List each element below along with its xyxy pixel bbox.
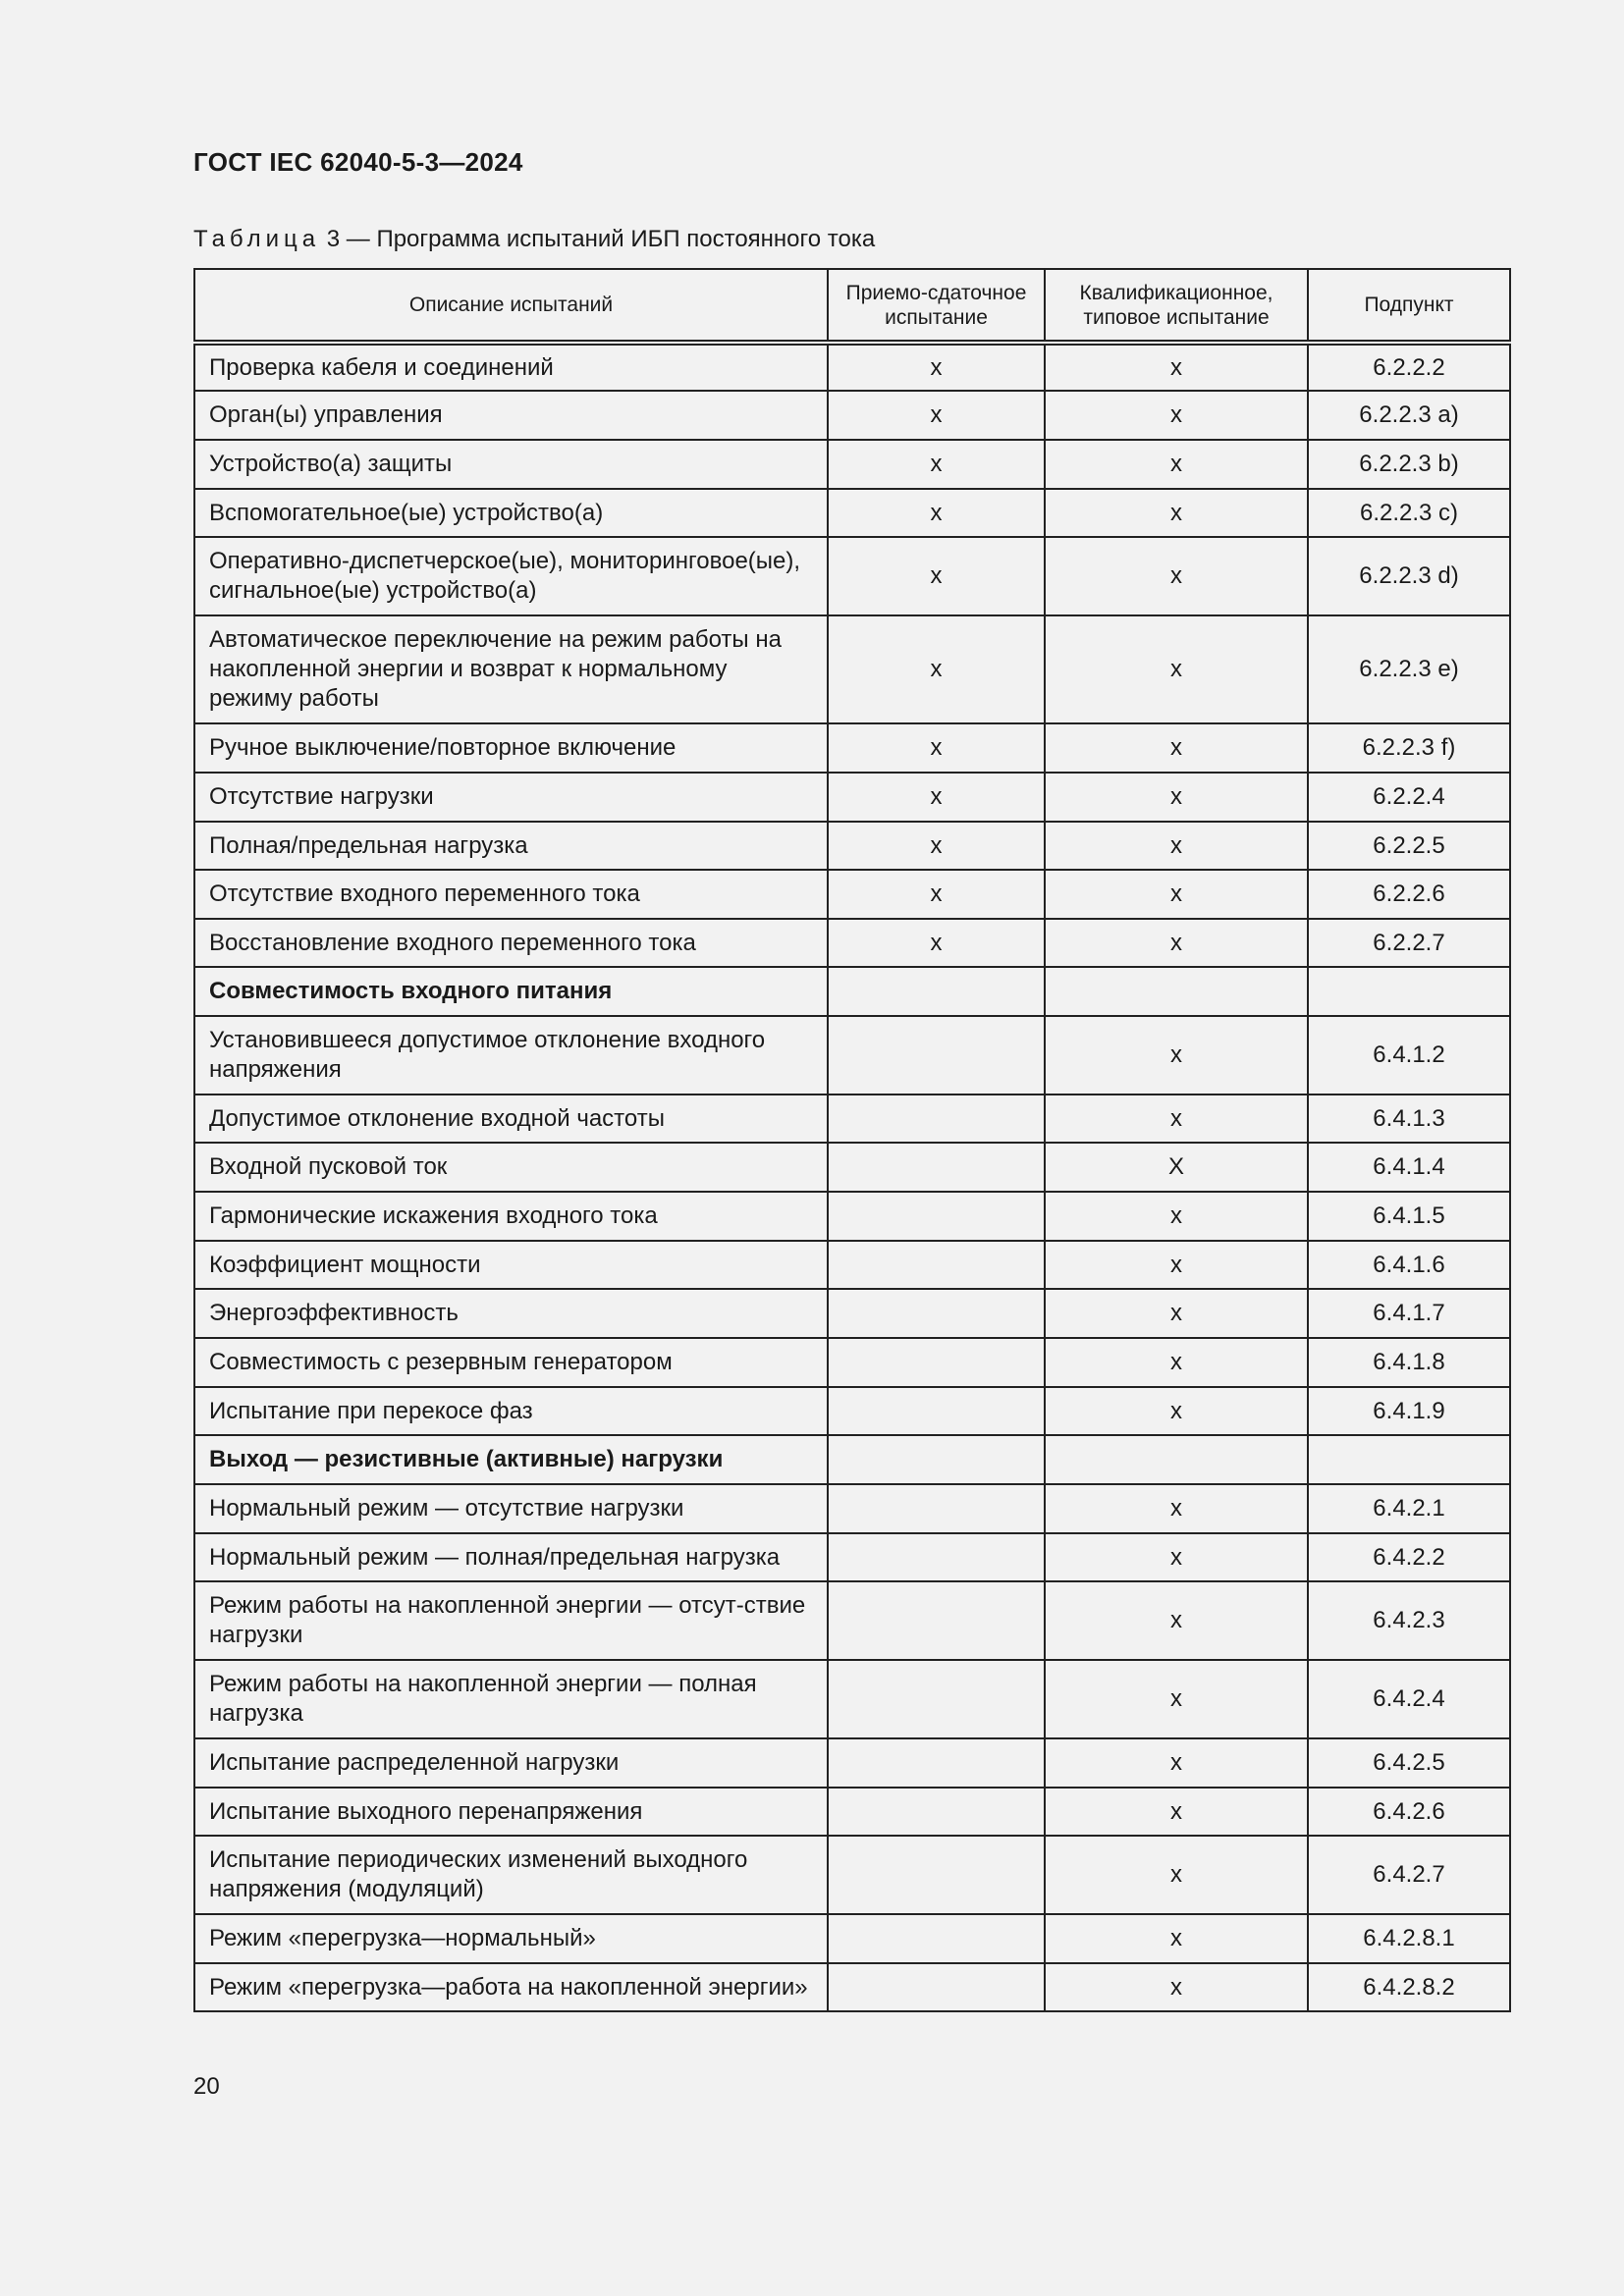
- table-row: [194, 1836, 1510, 1914]
- table-row: [194, 1581, 1510, 1660]
- table-row: [194, 1914, 1510, 1963]
- subclause-reference: 6.2.2.4: [1308, 773, 1510, 822]
- qualification-test-mark: x: [1045, 391, 1308, 440]
- table-row: [194, 489, 1510, 537]
- acceptance-test-mark: [828, 1836, 1045, 1914]
- test-description-cell: Гармонические искажения входного тока: [194, 1192, 828, 1241]
- acceptance-test-mark: x: [828, 615, 1045, 723]
- subclause-reference: 6.2.2.5: [1308, 822, 1510, 870]
- subclause-reference: 6.4.2.5: [1308, 1738, 1510, 1788]
- qualification-test-mark: [1045, 1435, 1308, 1484]
- qualification-test-mark: x: [1045, 1788, 1308, 1836]
- qualification-test-mark: x: [1045, 440, 1308, 489]
- subclause-reference: 6.4.2.3: [1308, 1581, 1510, 1660]
- table-row: [194, 919, 1510, 967]
- qualification-test-mark: x: [1045, 1387, 1308, 1435]
- table-row: [194, 1016, 1510, 1095]
- acceptance-test-mark: [828, 1484, 1045, 1533]
- table-row: [194, 1387, 1510, 1435]
- test-description-cell: Ручное выключение/повторное включение: [194, 723, 828, 773]
- test-description-cell: Полная/предельная нагрузка: [194, 822, 828, 870]
- acceptance-test-mark: x: [828, 870, 1045, 919]
- qualification-test-mark: x: [1045, 1963, 1308, 2011]
- qualification-test-mark: x: [1045, 1289, 1308, 1338]
- qualification-test-mark: x: [1045, 1533, 1308, 1581]
- qualification-test-mark: x: [1045, 1581, 1308, 1660]
- test-description-cell: Восстановление входного переменного тока: [194, 919, 828, 967]
- test-description-cell: Отсутствие входного переменного тока: [194, 870, 828, 919]
- subclause-reference: 6.4.1.9: [1308, 1387, 1510, 1435]
- acceptance-test-mark: x: [828, 773, 1045, 822]
- test-description-cell: Режим работы на накопленной энергии — отсут-ствие нагрузки: [194, 1581, 828, 1660]
- acceptance-test-mark: [828, 1095, 1045, 1143]
- test-description-cell: Режим работы на накопленной энергии — полная нагрузка: [194, 1660, 828, 1738]
- acceptance-test-mark: [828, 1435, 1045, 1484]
- page-number: 20: [193, 2073, 220, 2100]
- qualification-test-mark: x: [1045, 1738, 1308, 1788]
- subclause-reference: 6.2.2.3 d): [1308, 537, 1510, 615]
- table-row: [194, 537, 1510, 615]
- subclause-reference: 6.4.2.8.2: [1308, 1963, 1510, 2011]
- acceptance-test-mark: [828, 1788, 1045, 1836]
- table-row: [194, 1738, 1510, 1788]
- test-description-cell: Испытание при перекосе фаз: [194, 1387, 828, 1435]
- test-description-cell: Испытание периодических изменений выходного напряжения (модуляций): [194, 1836, 828, 1914]
- table-caption: [193, 226, 875, 253]
- qualification-test-mark: x: [1045, 822, 1308, 870]
- qualification-test-mark: x: [1045, 723, 1308, 773]
- acceptance-test-mark: x: [828, 723, 1045, 773]
- subclause-reference: 6.2.2.3 c): [1308, 489, 1510, 537]
- subclause-reference: [1308, 1435, 1510, 1484]
- table-row: [194, 1660, 1510, 1738]
- acceptance-test-mark: [828, 1192, 1045, 1241]
- test-description-cell: Отсутствие нагрузки: [194, 773, 828, 822]
- qualification-test-mark: x: [1045, 773, 1308, 822]
- subclause-reference: 6.2.2.3 f): [1308, 723, 1510, 773]
- table-row: [194, 343, 1510, 391]
- acceptance-test-mark: [828, 1143, 1045, 1192]
- qualification-test-mark: [1045, 967, 1308, 1016]
- test-description-cell: Проверка кабеля и соединений: [194, 343, 828, 391]
- acceptance-test-mark: x: [828, 822, 1045, 870]
- acceptance-test-mark: x: [828, 440, 1045, 489]
- acceptance-test-mark: x: [828, 537, 1045, 615]
- subclause-reference: 6.4.2.7: [1308, 1836, 1510, 1914]
- table-row: [194, 822, 1510, 870]
- acceptance-test-mark: x: [828, 489, 1045, 537]
- qualification-test-mark: x: [1045, 870, 1308, 919]
- qualification-test-mark: x: [1045, 489, 1308, 537]
- acceptance-test-mark: [828, 967, 1045, 1016]
- document-header: ГОСТ IEC 62040-5-3—2024: [193, 147, 523, 177]
- qualification-test-mark: X: [1045, 1143, 1308, 1192]
- subclause-reference: 6.2.2.6: [1308, 870, 1510, 919]
- test-description-cell: Нормальный режим — полная/предельная нагрузка: [194, 1533, 828, 1581]
- test-description-cell: Энергоэффективность: [194, 1289, 828, 1338]
- subclause-reference: 6.4.2.2: [1308, 1533, 1510, 1581]
- qualification-test-mark: x: [1045, 1241, 1308, 1289]
- table-row: [194, 440, 1510, 489]
- subclause-reference: 6.2.2.2: [1308, 343, 1510, 391]
- acceptance-test-mark: [828, 1241, 1045, 1289]
- acceptance-test-mark: [828, 1289, 1045, 1338]
- test-description-cell: Вспомогательное(ые) устройство(а): [194, 489, 828, 537]
- qualification-test-mark: x: [1045, 1914, 1308, 1963]
- test-description-cell: Режим «перегрузка—нормальный»: [194, 1914, 828, 1963]
- test-program-table: [193, 268, 1511, 2012]
- test-description-cell: Совместимость входного питания: [194, 967, 828, 1016]
- table-row: [194, 870, 1510, 919]
- table-row: [194, 615, 1510, 723]
- subclause-reference: 6.4.1.5: [1308, 1192, 1510, 1241]
- test-description-cell: Допустимое отклонение входной частоты: [194, 1095, 828, 1143]
- table-row: [194, 967, 1510, 1016]
- acceptance-test-mark: [828, 1581, 1045, 1660]
- table-row: [194, 1143, 1510, 1192]
- table-row: [194, 1788, 1510, 1836]
- subclause-reference: 6.2.2.3 a): [1308, 391, 1510, 440]
- subclause-reference: 6.2.2.3 e): [1308, 615, 1510, 723]
- table-row: [194, 1095, 1510, 1143]
- table-caption-label: Таблица: [193, 226, 321, 252]
- subclause-reference: 6.4.1.8: [1308, 1338, 1510, 1387]
- test-description-cell: Автоматическое переключение на режим работы на накопленной энергии и возврат к нормальному режиму работы: [194, 615, 828, 723]
- qualification-test-mark: x: [1045, 1484, 1308, 1533]
- qualification-test-mark: x: [1045, 1095, 1308, 1143]
- table-row: [194, 1963, 1510, 2011]
- subclause-reference: 6.4.2.4: [1308, 1660, 1510, 1738]
- test-description-cell: Режим «перегрузка—работа на накопленной энергии»: [194, 1963, 828, 2011]
- qualification-test-mark: x: [1045, 919, 1308, 967]
- acceptance-test-mark: x: [828, 343, 1045, 391]
- table-row: [194, 773, 1510, 822]
- test-description-cell: Коэффициент мощности: [194, 1241, 828, 1289]
- test-description-cell: Орган(ы) управления: [194, 391, 828, 440]
- column-header-description: Описание испытаний: [194, 269, 828, 343]
- test-description-cell: Испытание выходного перенапряжения: [194, 1788, 828, 1836]
- acceptance-test-mark: [828, 1738, 1045, 1788]
- acceptance-test-mark: [828, 1016, 1045, 1095]
- column-header-acceptance-test: Приемо-сдаточное испытание: [828, 269, 1045, 343]
- table-row: [194, 1241, 1510, 1289]
- qualification-test-mark: x: [1045, 1836, 1308, 1914]
- subclause-reference: 6.4.2.1: [1308, 1484, 1510, 1533]
- acceptance-test-mark: x: [828, 919, 1045, 967]
- test-description-cell: Выход — резистивные (активные) нагрузки: [194, 1435, 828, 1484]
- acceptance-test-mark: x: [828, 391, 1045, 440]
- table-row: [194, 391, 1510, 440]
- test-description-cell: Нормальный режим — отсутствие нагрузки: [194, 1484, 828, 1533]
- acceptance-test-mark: [828, 1533, 1045, 1581]
- qualification-test-mark: x: [1045, 343, 1308, 391]
- table-row: [194, 1338, 1510, 1387]
- table-header-row: [194, 269, 1510, 343]
- qualification-test-mark: x: [1045, 1338, 1308, 1387]
- acceptance-test-mark: [828, 1387, 1045, 1435]
- qualification-test-mark: x: [1045, 1016, 1308, 1095]
- test-description-cell: Оперативно-диспетчерское(ые), мониторинговое(ые), сигнальное(ые) устройство(а): [194, 537, 828, 615]
- test-description-cell: Устройство(а) защиты: [194, 440, 828, 489]
- table-caption-title: 3 — Программа испытаний ИБП постоянного тока: [320, 226, 876, 252]
- acceptance-test-mark: [828, 1914, 1045, 1963]
- qualification-test-mark: x: [1045, 537, 1308, 615]
- qualification-test-mark: x: [1045, 615, 1308, 723]
- subclause-reference: 6.4.1.7: [1308, 1289, 1510, 1338]
- subclause-reference: [1308, 967, 1510, 1016]
- table-row: [194, 1192, 1510, 1241]
- subclause-reference: 6.4.1.4: [1308, 1143, 1510, 1192]
- subclause-reference: 6.4.2.6: [1308, 1788, 1510, 1836]
- acceptance-test-mark: [828, 1963, 1045, 2011]
- table-row: [194, 1533, 1510, 1581]
- table-row: [194, 723, 1510, 773]
- subclause-reference: 6.4.1.6: [1308, 1241, 1510, 1289]
- table-row: [194, 1289, 1510, 1338]
- subclause-reference: 6.2.2.7: [1308, 919, 1510, 967]
- acceptance-test-mark: [828, 1660, 1045, 1738]
- table-row: [194, 1484, 1510, 1533]
- column-header-qualification-test: Квалификационное, типовое испытание: [1045, 269, 1308, 343]
- acceptance-test-mark: [828, 1338, 1045, 1387]
- table-row: [194, 1435, 1510, 1484]
- subclause-reference: 6.4.1.3: [1308, 1095, 1510, 1143]
- qualification-test-mark: x: [1045, 1660, 1308, 1738]
- subclause-reference: 6.4.2.8.1: [1308, 1914, 1510, 1963]
- test-description-cell: Входной пусковой ток: [194, 1143, 828, 1192]
- test-description-cell: Установившееся допустимое отклонение входного напряжения: [194, 1016, 828, 1095]
- test-description-cell: Испытание распределенной нагрузки: [194, 1738, 828, 1788]
- test-description-cell: Совместимость с резервным генератором: [194, 1338, 828, 1387]
- subclause-reference: 6.2.2.3 b): [1308, 440, 1510, 489]
- column-header-subclause: Подпункт: [1308, 269, 1510, 343]
- subclause-reference: 6.4.1.2: [1308, 1016, 1510, 1095]
- qualification-test-mark: x: [1045, 1192, 1308, 1241]
